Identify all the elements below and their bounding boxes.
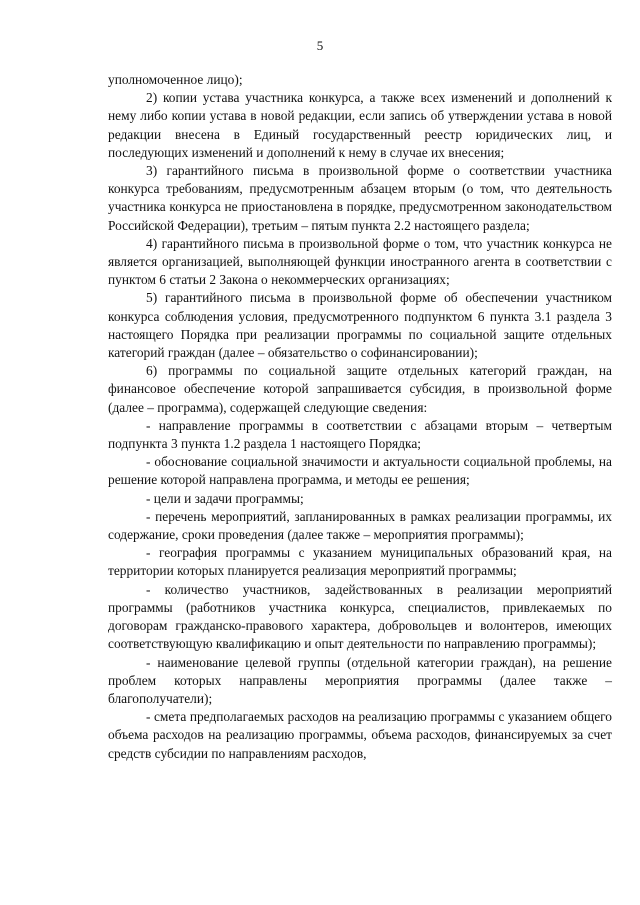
- paragraph: - направление программы в соответствии с абзацами вторым – четвертым подпункта 3 пункта 1.2 раздела 1 настоящего Порядка;: [108, 417, 612, 452]
- paragraph: - обоснование социальной значимости и актуальности социальной проблемы, на решение которой направлена программа, и методы ее решения;: [108, 454, 612, 488]
- paragraph: - смета предполагаемых расходов на реализацию программы с указанием общего объема расходов на реализацию программы, объема расходов, финансируемых за счет средств субсидии по направлениям расходов,: [108, 709, 612, 761]
- paragraph: - количество участников, задействованных в реализации мероприятий программы (работников участника конкурса, специалистов, привлекаемых по договорам гражданско-правового характера, добровольцев и волонтеров, имеющих соответствующую квалификацию и опыт деятельности по направлению программы);: [108, 581, 612, 652]
- paragraph: 3) гарантийного письма в произвольной форме о соответствии участника конкурса требованиям, предусмотренным абзацем вторым (о том, что деятельность участника конкурса не приостановлена в порядке, предусмотренном законодательством Российской Федерации), третьим – пятым пункта 2.2 настоящего раздела;: [108, 163, 612, 233]
- paragraph: 5) гарантийного письма в произвольной форме об обеспечении участником конкурса соблюдения условия, предусмотренного подпунктом 6 пункта 3.1 раздела 3 настоящего Порядка при реализации программы по социальной защите отдельных категорий граждан (далее – обязательство о софинансировании);: [108, 290, 612, 361]
- paragraph: - география программы с указанием муниципальных образований края, на территории которых планируется реализация мероприятий программы;: [108, 545, 612, 579]
- paragraph: 4) гарантийного письма в произвольной форме о том, что участник конкурса не является организацией, выполняющей функции иностранного агента в соответствии с пунктом 6 статьи 2 Закона о некоммерческих организациях;: [108, 235, 612, 288]
- paragraph: - цели и задачи программы;: [146, 490, 304, 506]
- paragraph: уполномоченное лицо);: [108, 72, 243, 87]
- paragraph: - перечень мероприятий, запланированных в рамках реализации программы, их содержание, сроки проведения (далее также – мероприятия программы);: [108, 508, 612, 543]
- document-body: [108, 71, 612, 763]
- paragraph: 6) программы по социальной защите отдельных категорий граждан, на финансовое обеспечение которой запрашивается субсидия, в произвольной форме (далее – программа), содержащей следующие сведения:: [108, 363, 612, 415]
- paragraph: 2) копии устава участника конкурса, а также всех изменений и дополнений к нему либо копии устава в новой редакции, если запись об утверждении устава в новой редакции внесена в Единый государственный реестр юридических лиц, и последующих изменений и дополнений к нему в случае их внесения;: [108, 90, 612, 160]
- paragraph: - наименование целевой группы (отдельной категории граждан), на решение проблем которых направлены мероприятия программы (далее также – благополучатели);: [108, 654, 612, 706]
- page-number: 5: [316, 38, 324, 53]
